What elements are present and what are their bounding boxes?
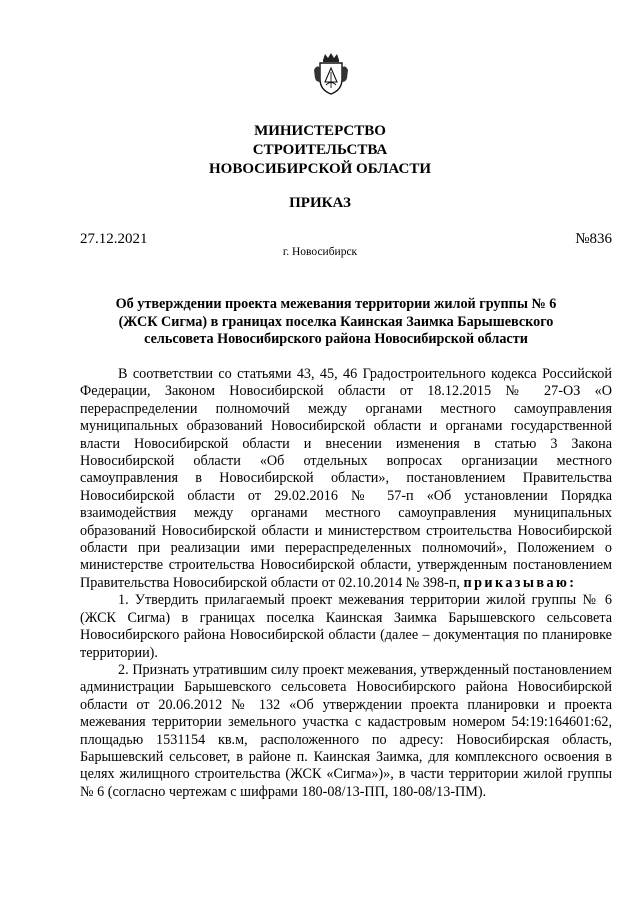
- coat-of-arms-icon: [312, 52, 350, 96]
- ministry-title: [0, 122, 640, 179]
- document-number: №836: [575, 231, 612, 247]
- item-paragraph: 1. Утвердить прилагаемый проект межевания территории жилой группы № 6 (ЖСК Сигма) в границах поселка Каинская Заимка Барышевского сельсовета Новосибирского района Новосибирской области (далее – документация по планировке территории).: [80, 592, 612, 661]
- preamble-text: В соответствии со статьями 43, 45, 46 Градостроительного кодекса Российской Федерации, Законом Новосибирской области от 18.12.2015 № 27-ОЗ «О перераспределении полномочий между органами местного самоуправления муниципальных образований Новосибирской области и органами государственной власти Новосибирской области и внесении изменения в статью 3 Закона Новосибирской области «Об отдельных вопросах организации местного самоуправления в Новосибирской области», постановлением Правительства Новосибирской области от 29.02.2016 № 57-п «Об установлении Порядка взаимодействия между органами местного самоуправления муниципальных образований Новосибирской области и министерством строительства Новосибирской области при реализации ими перераспределенных полномочий», Положением о министерстве строительства Новосибирской области, утвержденным постановлением Правительства Новосибирской области от 02.10.2014 № 398-п,: [80, 366, 612, 591]
- document-subject: [88, 296, 584, 349]
- subject-line: сельсовета Новосибирского района Новосибирской области: [144, 331, 528, 347]
- item-paragraph: 2. Признать утратившим силу проект межевания, утвержденный постановлением администрации Барышевского сельсовета Новосибирского района Новосибирской области от 20.06.2012 № 132 «Об утверждении проекта планировки и проекта межевания территории земельного участка с кадастровым номером 54:19:164601:62, площадью 1531154 кв.м, расположенного по адресу: Новосибирская область, Барышевский сельсовет, в районе п. Каинская Заимка, для комплексного освоения в целях жилищного строительства (ЖСК «Сигма»)», в части территории жилой группы № 6 (согласно чертежам с шифрами 180-08/13-ПП, 180-08/13-ПМ).: [80, 661, 612, 800]
- ministry-line: МИНИСТЕРСТВО: [254, 123, 386, 139]
- ministry-line: НОВОСИБИРСКОЙ ОБЛАСТИ: [208, 161, 432, 177]
- ministry-line: СТРОИТЕЛЬСТВА: [252, 142, 388, 158]
- document-type: ПРИКАЗ: [289, 195, 351, 211]
- document-city: г. Новосибирск: [282, 246, 358, 258]
- order-word: приказываю: [463, 574, 570, 591]
- document-date: 27.12.2021: [80, 231, 148, 247]
- subject-line: Об утверждении проекта межевания территории жилой группы № 6: [115, 296, 557, 312]
- preamble-paragraph: [80, 366, 612, 592]
- document-body: [80, 366, 612, 801]
- subject-line: (ЖСК Сигма) в границах поселка Каинская Заимка Барышевского: [118, 313, 554, 330]
- order-colon: :: [569, 574, 574, 591]
